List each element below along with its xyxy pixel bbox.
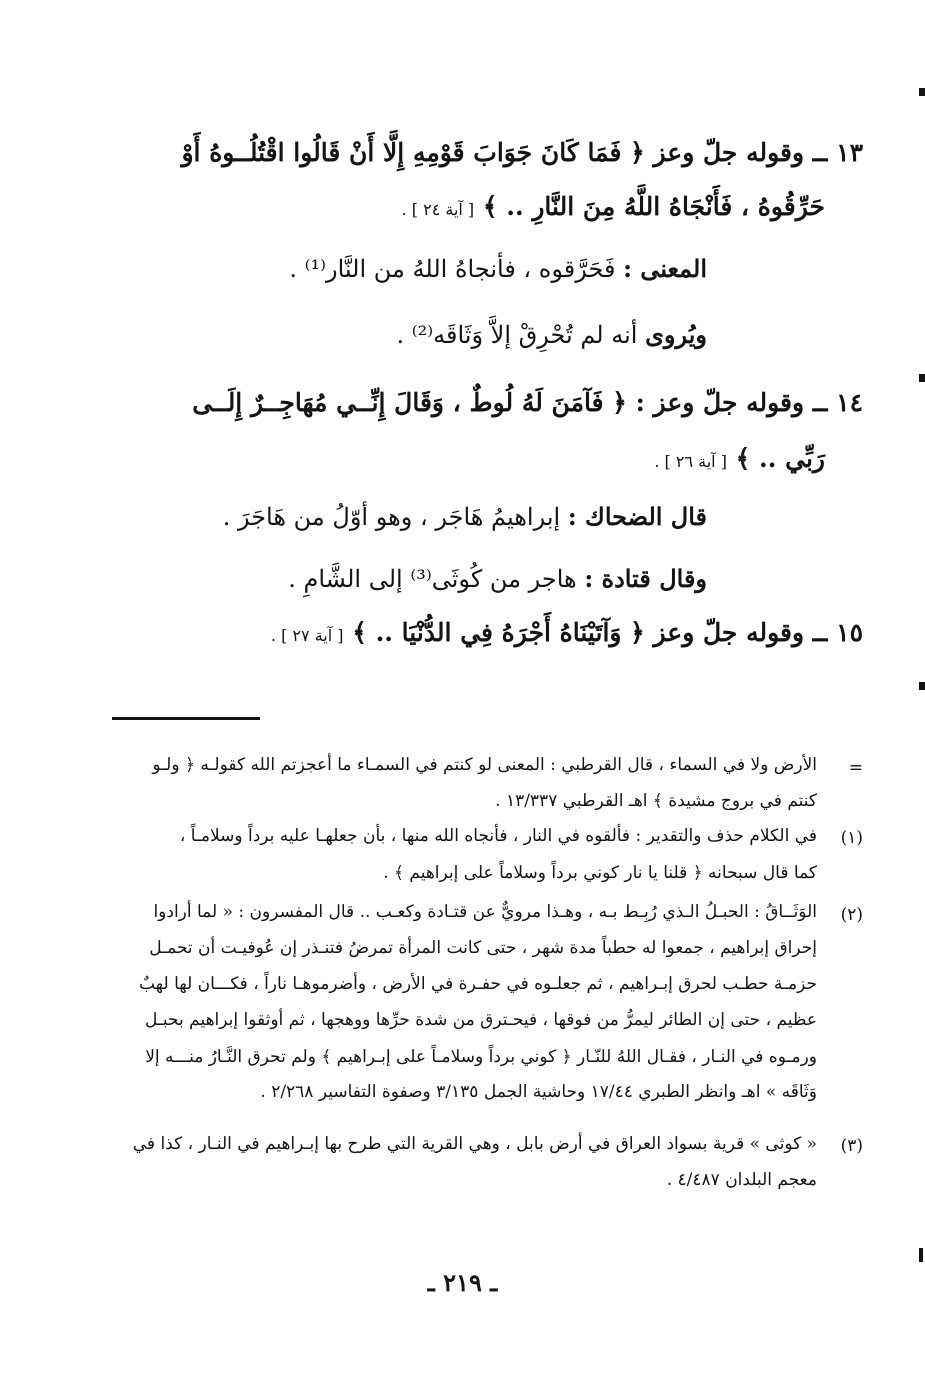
commentary-text: فَحَرَّقوه ، فأنجاهُ اللهُ من النَّار⁽¹⁾ .: [289, 255, 616, 283]
verse-text: حَرِّقُوهُ ، فَأَنْجَاهُ اللَّهُ مِنَ النَّارِ .. ﴾: [482, 192, 825, 221]
footnote-2-line: إحراق إبراهيم ، جمعوا له حطباً مدة شهر ، حتى كانت المرأة تمرضُ فتنـذر إن عُوفيـت أن تحمـل: [149, 938, 817, 958]
page-number: ـ ٢١٩ ـ: [427, 1268, 498, 1297]
footnote-3-line: « كوثى » قرية بسواد العراق في أرض بابل ، وهي القرية التي طرح بها إبـراهيم في النـار ، كذا في: [132, 1134, 817, 1154]
footnote-3-mark: (٣): [840, 1136, 863, 1156]
verse-text: وقوله جلّ وعز : ﴿ فَآمَنَ لَهُ لُوطٌ ، وَقَالَ إِنِّــي مُهَاجِــرٌ إِلَــى: [192, 388, 805, 417]
footnote-2-line: حزمـة حطـب لحرق إبـراهيم ، ثم جعلـوه في حفـرة في الأرض ، وأضرموهـا ناراً ، فكـــان لها لهبٌ: [138, 974, 817, 994]
footnote-3-line: معجم البلدان ٤/٤٨٧ .: [666, 1170, 817, 1190]
margin-mark: [919, 88, 925, 96]
commentary-qatada: [110, 564, 707, 593]
commentary-label: المعنى :: [623, 254, 707, 283]
verse-text: وقوله جلّ وعز ﴿ فَمَا كَانَ جَوَابَ قَوْمِهِ إِلَّا أَنْ قَالُوا اقْتُلُــوهُ أَوْ: [181, 138, 805, 167]
commentary-meaning: [110, 254, 707, 283]
footnote-2-line: وَثَاقَه » اهـ وانظر الطبري ١٧/٤٤ وحاشية الجمل ٣/١٣٥ وصفوة التفاسير ٢/٢٦٨ .: [260, 1082, 817, 1102]
footnote-continuation-line: الأرض ولا في السماء ، قال القرطبي : المعنى لو كنتم في السمـاء ما أعجزتم الله كقولـه ﴿ ولـو: [152, 755, 817, 775]
margin-mark: [919, 1248, 923, 1262]
footnote-1-line: في الكلام حذف والتقدير : فألقوه في النار ، فأنجاه الله منها ، بأن جعلهـا عليه برداً وسلامـاً ،: [179, 826, 817, 846]
footnote-2-line: الوَثَــاقُ : الحبـلُ الـذي رُبِـط بـه ، وهـذا مرويٌّ عن قتـادة وكعـب .. قال المفسرون : « لما أرادوا: [153, 902, 817, 922]
margin-mark: [919, 682, 925, 690]
footnote-continuation-mark: =: [848, 758, 863, 778]
footnote-2-line: ورمـوه في النـار ، فقـال اللهُ للنّـار ﴿ كوني برداً وسلامـاً على إبـراهيم ﴾ ولم تحرق النَّـارُ منـــه إلا: [145, 1047, 817, 1067]
verse-14-line-1: [110, 388, 863, 417]
commentary-dahhak: [110, 502, 707, 531]
footnote-separator: [112, 717, 260, 720]
commentary-label: وقال قتادة :: [584, 564, 707, 593]
commentary-label: قال الضحاك :: [567, 502, 707, 531]
commentary-narration: [110, 320, 707, 349]
commentary-text: هاجر من كُوثَى⁽³⁾ إلى الشَّامِ .: [288, 565, 577, 593]
footnote-1-line: كما قال سبحانه ﴿ قلنا يا نار كوني برداً وسلاماً على إبراهيم ﴾ .: [383, 863, 817, 883]
verse-number: ١٤ ــ: [812, 388, 863, 417]
verse-reference: [ آية ٢٧ ] .: [270, 626, 344, 645]
commentary-text: أنه لم تُحْرِقْ إلاَّ وَثَاقَه⁽²⁾ .: [396, 321, 638, 349]
verse-15-line-1: [110, 618, 863, 647]
verse-text: وقوله جلّ وعز ﴿ وَآتَيْنَاهُ أَجْرَهُ فِي الدُّنْيَا .. ﴾: [352, 618, 805, 647]
footnote-2-mark: (٢): [840, 905, 863, 925]
footnote-1-mark: (١): [840, 828, 863, 848]
verse-13-line-2: [110, 192, 825, 221]
commentary-text: إبراهيمُ هَاجَر ، وهو أوّلُ من هَاجَرَ .: [222, 503, 561, 531]
commentary-label: ويُروى: [645, 320, 707, 349]
verse-number: ١٥ ــ: [812, 618, 863, 647]
verse-13-line-1: [110, 138, 863, 167]
margin-mark: [919, 374, 925, 382]
verse-reference: [ آية ٢٦ ] .: [654, 452, 727, 471]
footnote-2-line: عظيم ، حتى إن الطائر ليمرُّ من فوقها ، فيحـترق من شدة حرِّها ووهجها ، ثم أوثقوا إبراهيم بحبـل: [145, 1010, 817, 1030]
verse-14-line-2: [110, 444, 825, 473]
verse-number: ١٣ ــ: [812, 138, 863, 167]
verse-reference: [ آية ٢٤ ] .: [401, 200, 475, 219]
footnote-continuation-line: كنتم في بروج مشيدة ﴾ اهـ القرطبي ١٣/٣٣٧ .: [495, 791, 817, 811]
verse-text: رَبِّي .. ﴾: [735, 444, 825, 473]
